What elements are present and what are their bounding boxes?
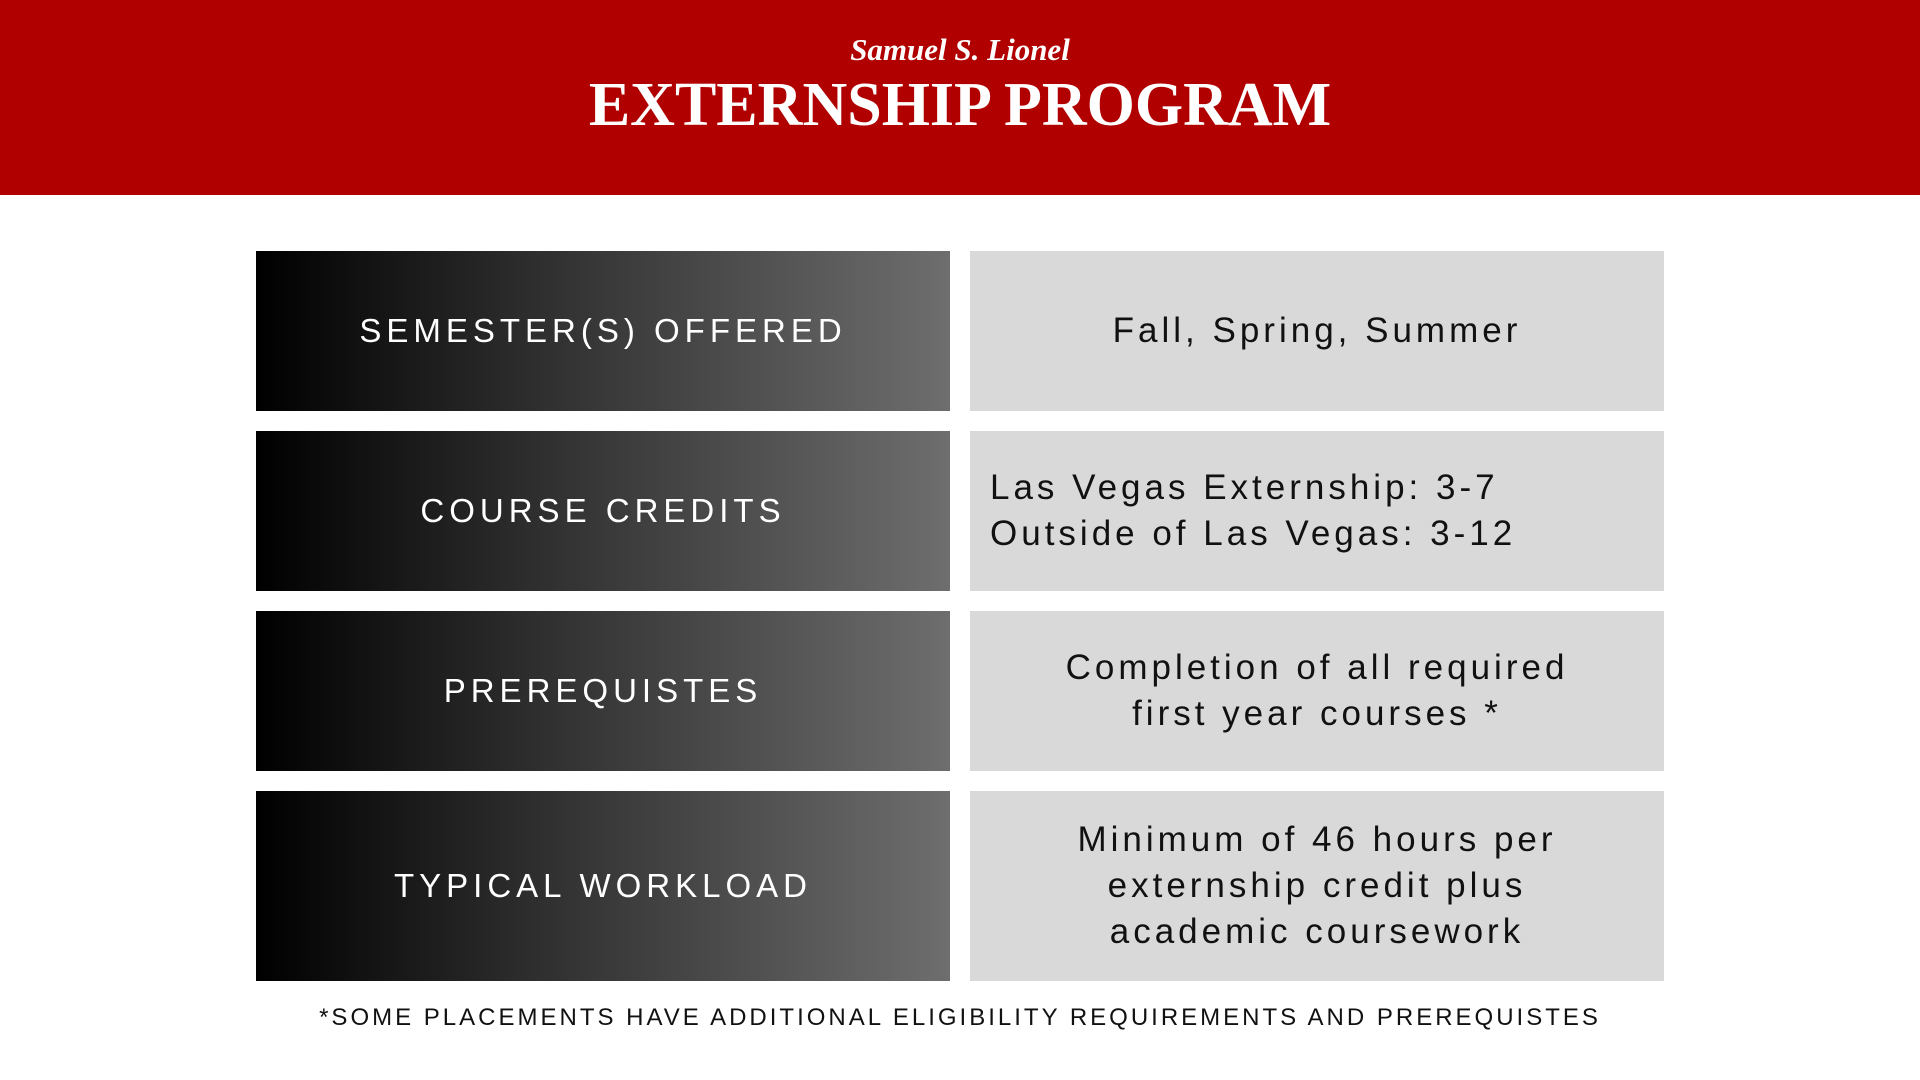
program-subtitle: Samuel S. Lionel [850, 32, 1070, 67]
footnote: *SOME PLACEMENTS HAVE ADDITIONAL ELIGIBILITY REQUIREMENTS AND PREREQUISTES [319, 1004, 1601, 1031]
value-line: first year courses * [1132, 694, 1502, 733]
value-line: Completion of all required [1065, 648, 1569, 687]
value-line: Outside of Las Vegas: 3-12 [990, 514, 1517, 553]
table-row-credits [256, 431, 1664, 591]
header-banner [0, 0, 1920, 195]
row-label: PREREQUISTES [256, 611, 950, 771]
value-line: academic coursework [1109, 912, 1525, 951]
value-line: Fall, Spring, Summer [1112, 311, 1522, 350]
row-value [970, 431, 1664, 591]
value-line: Las Vegas Externship: 3-7 [990, 468, 1499, 507]
table-row-semesters [256, 251, 1664, 411]
row-value [970, 611, 1664, 771]
table-row-workload [256, 791, 1664, 981]
value-line: Minimum of 46 hours per [1077, 820, 1557, 859]
table-row-prerequisites [256, 611, 1664, 771]
row-label: SEMESTER(S) OFFERED [256, 251, 950, 411]
row-label: TYPICAL WORKLOAD [256, 791, 950, 981]
value-line: externship credit plus [1107, 866, 1527, 905]
row-value [970, 251, 1664, 411]
row-label: COURSE CREDITS [256, 431, 950, 591]
page-title: EXTERNSHIP PROGRAM [588, 71, 1332, 139]
row-value [970, 791, 1664, 981]
